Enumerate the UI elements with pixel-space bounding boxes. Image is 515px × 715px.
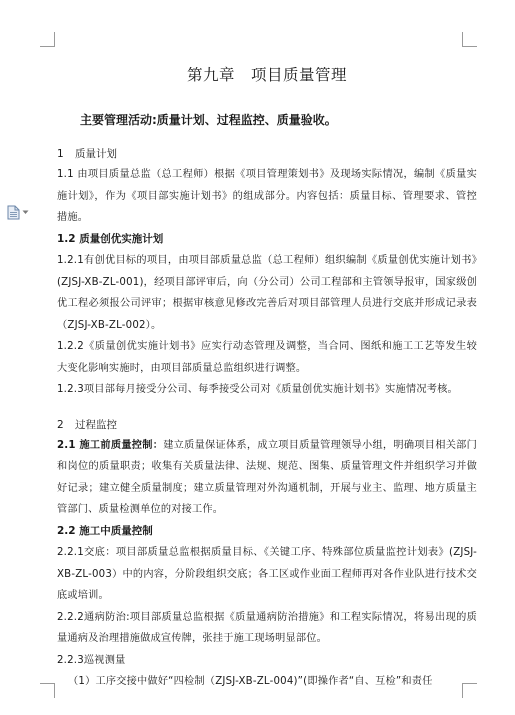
paragraph-2-2-3: 2.2.3巡视测量 xyxy=(57,654,126,666)
page-corner-mark-bottom-left xyxy=(40,683,55,698)
page-corner-mark-top-right xyxy=(462,32,477,47)
document-outline-toggle[interactable] xyxy=(7,204,33,220)
paragraph-1-2-3: 1.2.3项目部每月接受分公司、每季接受公司对《质量创优实施计划书》实施情况考核。 xyxy=(57,384,458,395)
chevron-down-icon xyxy=(22,210,29,215)
section-title: 过程监控 xyxy=(75,418,117,431)
paragraph-1-1: 1.1 由项目质量总监（总工程师）根据《项目管理策划书》及现场实际情况，编制《质量实施计划》，作为《项目部实施计划书》的组成部分。内容包括：质量目标、管理要求、管控措施。 xyxy=(57,169,477,223)
chapter-title: 第九章 项目质量管理 xyxy=(186,66,347,84)
paragraph-2-2-3-item-1: （1）工序交接中做好“四检制（ZJSJ-XB-ZL-004)”(即操作者“自、互检”和责任 xyxy=(68,676,433,687)
page-corner-mark-top-left xyxy=(40,32,55,47)
subheading-2-2: 2.2 施工中质量控制 xyxy=(57,524,153,537)
paragraph-1-2-2: 1.2.2《质量创优实施计划书》应实行动态管理及调整，当合同、图纸和施工工艺等发生较大变化影响实施时，由项目部质量总监组织进行调整。 xyxy=(57,341,477,374)
section-heading-process-monitoring xyxy=(57,415,477,435)
section-heading-quality-plan xyxy=(57,144,477,164)
paragraph-2-2-2: 2.2.2通病防治:项目部质量总监根据《质量通病防治措施》和工程实际情况，将易出现的质量通病及治理措施做成宣传牌，张挂于施工现场明显部位。 xyxy=(57,611,477,644)
subheading-1-2: 1.2 质量创优实施计划 xyxy=(57,232,164,245)
paragraph-2-1-body: 建立质量保证体系，成立项目质量管理领导小组，明确项目相关部门和岗位的质量职责；收集有关质量法律、法规、规范、图集、质量管理文件并组织学习并做好记录；建立健全质量制度；建立质量管理对外沟通机制，开展与业主、监理、地方质量主管部门、质量检测单位的对接工作。 xyxy=(57,439,478,515)
paragraph-1-2-1: 1.2.1有创优目标的项目，由项目部质量总监（总工程师）组织编制《质量创优实施计划书》(ZJSJ-XB-ZL-001)，经项目部评审后，向（分公司）公司工程部和主管领导报审，国家级创优工程必须报公司评审；根据审核意见修改完善后对项目部管理人员进行交底并形成记录表（ZJSJ-XB-ZL-002）。 xyxy=(57,255,477,331)
document-page xyxy=(57,52,477,693)
section-number: 1 xyxy=(57,148,64,160)
paragraph-2-1-lead: 2.1 施工前质量控制： xyxy=(57,439,164,451)
section-number: 2 xyxy=(57,418,64,431)
main-activity-line: 主要管理活动:质量计划、过程监控、质量验收。 xyxy=(80,113,337,127)
section-title: 质量计划 xyxy=(75,148,117,160)
document-icon xyxy=(7,205,20,220)
paragraph-2-1 xyxy=(57,435,477,521)
paragraph-2-2-1: 2.2.1交底：项目部质量总监根据质量目标、《关键工序、特殊部位质量监控计划表》(ZJSJ-XB-ZL-003）中的内容，分阶段组织交底；各工区或作业面工程师再对各作业队进行技术交底或培训。 xyxy=(57,547,477,601)
